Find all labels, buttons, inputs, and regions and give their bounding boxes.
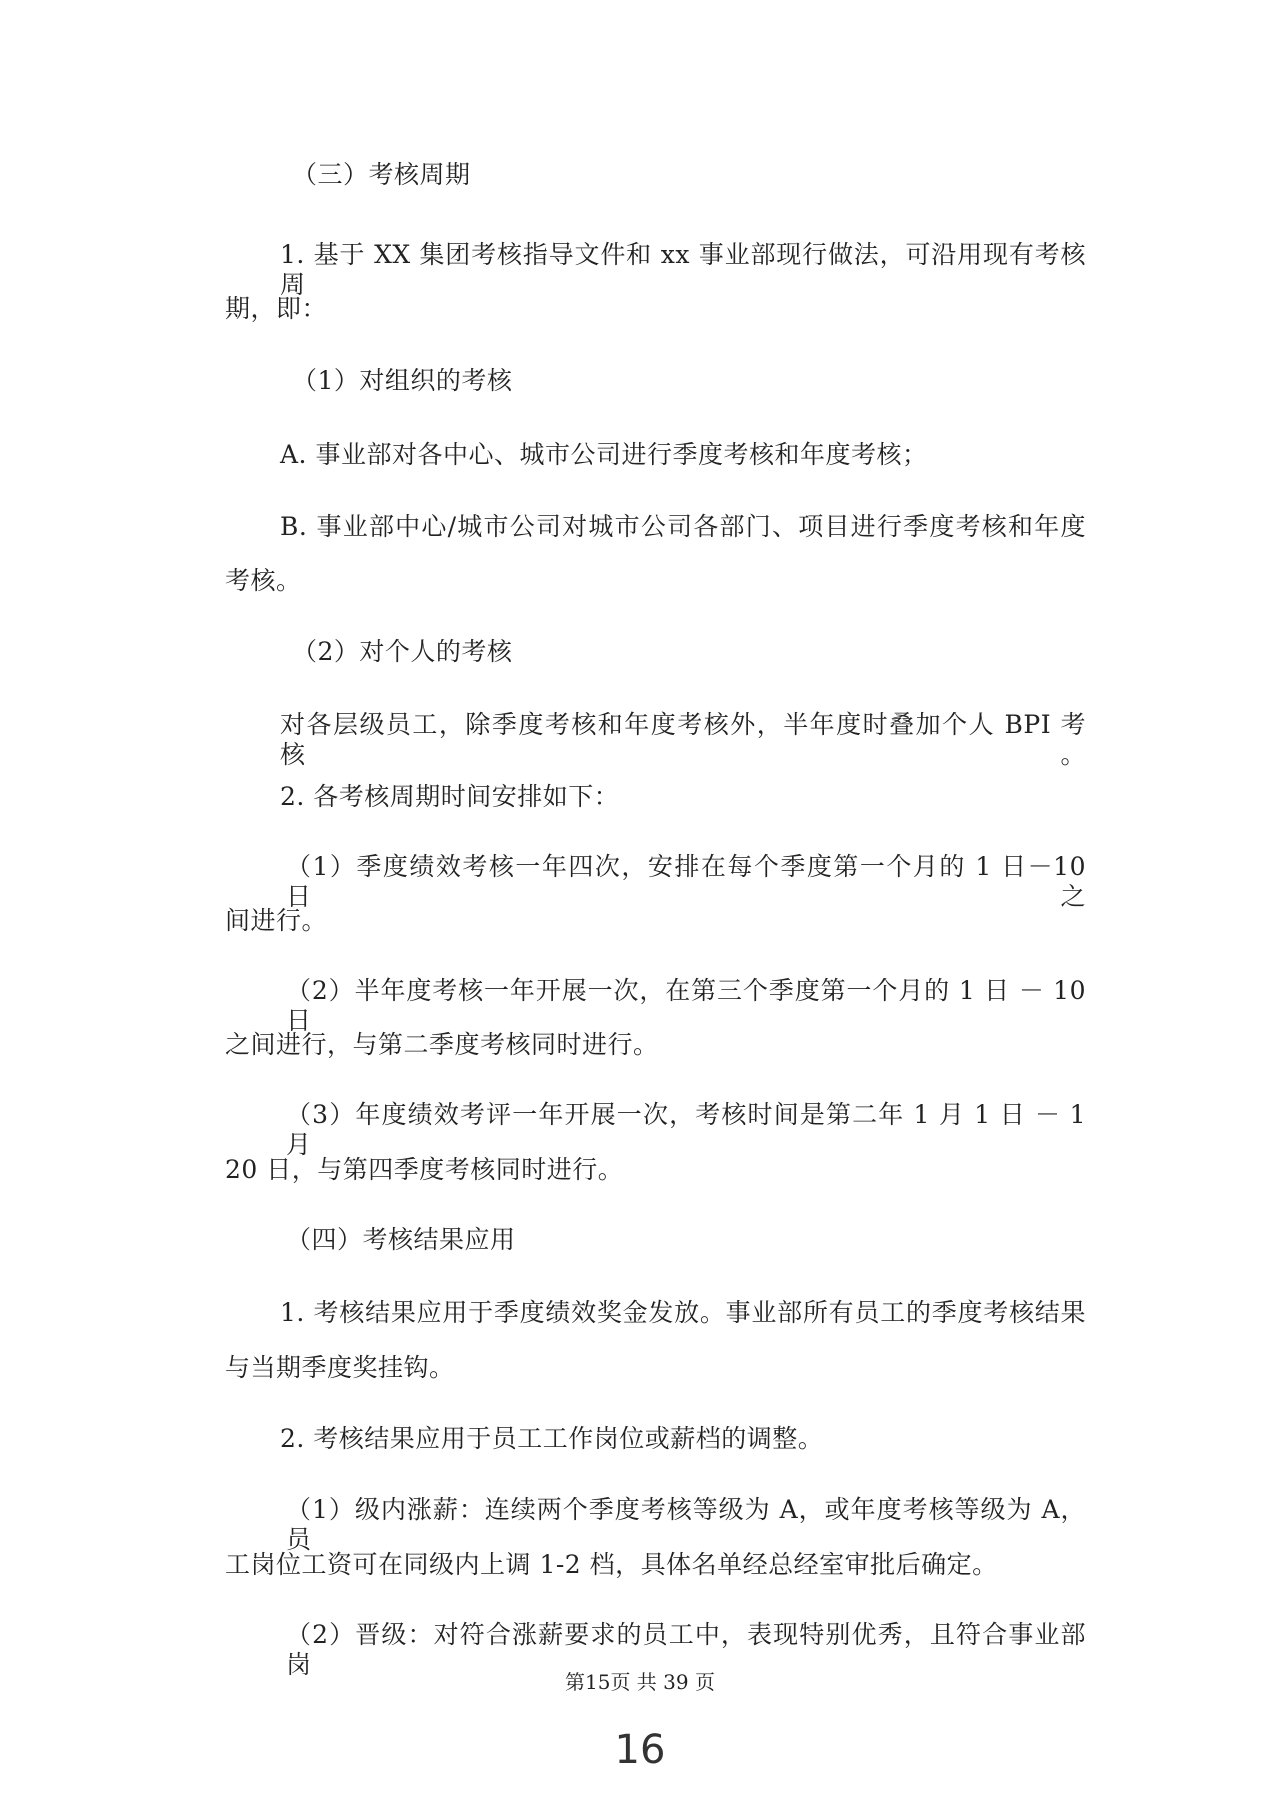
paragraph-line: 20 日，与第四季度考核同时进行。 <box>225 1155 624 1184</box>
paragraph-line: 与当期季度奖挂钩。 <box>225 1353 455 1382</box>
paragraph-line: （1）季度绩效考核一年四次，安排在每个季度第一个月的 1 日－10 日之 <box>286 852 1086 911</box>
paragraph-line: （2）半年度考核一年开展一次，在第三个季度第一个月的 1 日 － 10 日 <box>286 976 1086 1035</box>
page-footer-info: 第15页 共 39 页 <box>565 1670 715 1694</box>
paragraph-line: 期，即： <box>225 294 328 323</box>
paragraph-line: A. 事业部对各中心、城市公司进行季度考核和年度考核； <box>280 440 928 469</box>
paragraph-line: 对各层级员工，除季度考核和年度考核外，半年度时叠加个人 BPI 考核。 <box>280 710 1086 769</box>
paragraph-line: 1. 基于 XX 集团考核指导文件和 xx 事业部现行做法，可沿用现有考核周 <box>280 240 1086 299</box>
paragraph-line: 1. 考核结果应用于季度绩效奖金发放。事业部所有员工的季度考核结果 <box>280 1298 1086 1327</box>
paragraph-line: 2. 考核结果应用于员工工作岗位或薪档的调整。 <box>280 1424 824 1453</box>
paragraph-line: 2. 各考核周期时间安排如下： <box>280 782 620 811</box>
paragraph-line: 工岗位工资可在同级内上调 1-2 档，具体名单经总经室审批后确定。 <box>225 1550 998 1579</box>
paragraph-line: 间进行。 <box>225 906 328 935</box>
paragraph-line: B. 事业部中心/城市公司对城市公司各部门、项目进行季度考核和年度 <box>280 512 1086 541</box>
paragraph-line: （1）级内涨薪：连续两个季度考核等级为 A，或年度考核等级为 A，员 <box>286 1495 1086 1554</box>
paragraph-line: （2）晋级：对符合涨薪要求的员工中，表现特别优秀，且符合事业部岗 <box>286 1620 1086 1679</box>
paragraph-line: 之间进行，与第二季度考核同时进行。 <box>225 1030 659 1059</box>
page-number: 16 <box>614 1727 666 1773</box>
section-heading-3: （三）考核周期 <box>292 160 471 189</box>
paragraph-line: 考核。 <box>225 566 302 595</box>
subheading-personal-appraisal: （2）对个人的考核 <box>292 637 513 666</box>
subheading-org-appraisal: （1）对组织的考核 <box>292 366 513 395</box>
paragraph-line: （3）年度绩效考评一年开展一次，考核时间是第二年 1 月 1 日 － 1 月 <box>286 1100 1086 1159</box>
section-heading-4: （四）考核结果应用 <box>286 1225 516 1254</box>
